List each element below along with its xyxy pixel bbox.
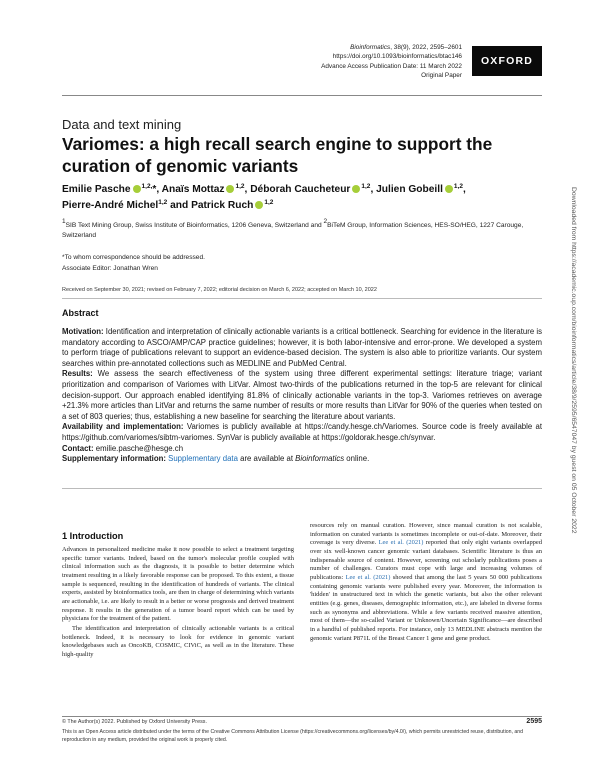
body-text: resources rely on manual curation. However, since manual curation is not scalable, information on curated variants is sometimes incomplete or out-of-date. Moreover, their coverage is very diverse. bbox=[310, 522, 542, 547]
abstract-contact bbox=[62, 444, 542, 455]
copyright-notice: © The Author(s) 2022. Published by Oxford University Press. bbox=[62, 719, 207, 725]
citation-link[interactable]: Lee et al. (2021) bbox=[345, 573, 391, 581]
body-text: reported that only eight variants overlapped over six well-known cancer genomic variant databases. Scientific literature is thus an indispensable source of content. However, screening out scholarly publications poses a number of challenges. Curators must cope with large and increasing volumes of publications: bbox=[310, 539, 542, 581]
journal-meta bbox=[321, 43, 462, 81]
history-divider bbox=[62, 298, 542, 299]
supplementary-text: are available at bbox=[237, 454, 296, 464]
author-name[interactable]: Pierre-André Michel bbox=[62, 199, 159, 211]
availability-label: Availability and implementation: bbox=[62, 422, 184, 432]
affiliations bbox=[62, 218, 542, 241]
author-affiliation-marker: 1,2 bbox=[158, 198, 168, 206]
author-affiliation-marker: 1,2, bbox=[141, 183, 153, 190]
author-affiliation-marker: 1,2 bbox=[235, 183, 245, 190]
doi-link[interactable]: https://doi.org/10.1093/bioinformatics/btac146 bbox=[332, 53, 462, 61]
affiliation-marker: 2 bbox=[323, 218, 328, 225]
section-label: Data and text mining bbox=[62, 117, 182, 132]
body-paragraph: The identification and interpretation of clinically actionable variants is a critical bottleneck. Indeed, it is necessary to look for evidence in genomic variant knowledgebases such as OncoKB, COSMIC, CIViC, as well as in the literature. These high-quality bbox=[62, 624, 294, 658]
author-affiliation-marker: 1,2 bbox=[264, 198, 274, 206]
download-watermark bbox=[568, 187, 580, 577]
author-name[interactable]: Déborah Caucheteur bbox=[250, 184, 351, 195]
abstract-divider bbox=[62, 488, 542, 489]
download-note: Downloaded from https://academic.oup.com/bioinformatics/article/38/9/2595/6547047 by guest on 05 October 2022 bbox=[570, 187, 577, 534]
footer-divider bbox=[62, 716, 542, 717]
orcid-icon[interactable] bbox=[352, 185, 360, 193]
abstract-supplementary bbox=[62, 454, 542, 465]
paper-title: Variomes: a high recall search engine to support the curation of genomic variants bbox=[62, 134, 493, 176]
author-affiliation-marker: 1,2 bbox=[361, 183, 371, 190]
article-type: Original Paper bbox=[421, 72, 462, 80]
author-affiliation-marker: 1,2 bbox=[453, 183, 463, 190]
author-name[interactable]: Emilie Pasche bbox=[62, 184, 131, 195]
journal-citation bbox=[321, 43, 462, 52]
orcid-icon[interactable] bbox=[445, 185, 453, 193]
results-label: Results: bbox=[62, 369, 93, 379]
orcid-icon[interactable] bbox=[255, 201, 263, 209]
orcid-icon[interactable] bbox=[133, 185, 141, 193]
affiliation-text: SIB Text Mining Group, Swiss Institute of Bioinformatics, 1206 Geneva, Switzerland and bbox=[65, 222, 324, 229]
motivation-text: Identification and interpretation of clinically actionable variants is a critical bottleneck. Searching for evidence in the literature is mandatory according to ASCO/AMP/CAP practice guidelines; however, it is both labor-intensive and error-prone. We developed a system to perform triage of publications relevant to support an evidence-based decision. The system is also able to prioritize variants. Our system searches within pre-annotated collections such as MEDLINE and PubMed Central. bbox=[62, 327, 543, 368]
publisher-logo[interactable]: OXFORD bbox=[472, 46, 542, 76]
motivation-label: Motivation: bbox=[62, 327, 104, 336]
affiliation-marker: 1 bbox=[62, 218, 66, 225]
results-text: We assess the search effectiveness of the system using three different experimental settings: literature triage; variant prioritization and comparison of Variomes with LitVar. Almost two-thirds of the publications returned in the top-5 are relevant for clinical decision-support. Our approach enabled identifying 81.8% of clinically actionable variants in the top-3. Variomes retrieves on average +21.3% more articles than LitVar and returns the same number of results or more results than LitVar for 90% of the queries when tested on a set of 803 queries; thus, establishing a new baseline for searching the literature about variants. bbox=[62, 369, 542, 421]
contact-email[interactable]: emilie.pasche@hesge.ch bbox=[95, 443, 184, 453]
introduction-heading: 1 Introduction bbox=[62, 531, 124, 541]
abstract-motivation bbox=[62, 327, 542, 369]
journal-name: Bioinformatics bbox=[350, 44, 391, 51]
supplementary-journal: Bioinformatics bbox=[295, 454, 345, 464]
article-history: Received on September 30, 2021; revised on February 7, 2022; editorial decision on March 6, 2022; accepted on March 10, 2022 bbox=[62, 287, 377, 293]
author-name[interactable]: Anaïs Mottaz bbox=[161, 184, 225, 195]
body-column-right bbox=[310, 522, 542, 643]
supplementary-label: Supplementary information: bbox=[62, 454, 166, 464]
abstract bbox=[62, 308, 542, 465]
orcid-icon[interactable] bbox=[226, 185, 234, 193]
license-notice: This is an Open Access article distributed under the terms of the Creative Commons Attribution License (https://creativecommons.org/licenses/by/4.0/), which permits unrestricted reuse, distribution, and reproduction in any medium, provided the original work is properly cited. bbox=[62, 729, 524, 743]
body-paragraph: Advances in personalized medicine make it now possible to select a treatment targeting specific tumor variants. Indeed, based on the tumor's molecular profile coupled with clinical information such as the diagnosis, it is possible to better determine which treatment resulting in a likely favorable response can be proposed. To this extent, a tissue sample is sequenced, resulting in the identification of hundreds of variants. The clinical experts, assisted by bioinformatics tools, are then in charge of determining which variants are actionable, i.e. are likely to result in a better or worse prognosis and derived treatment response. It results in the generation of a tumor board report which can be used by physicians for the treatment of the patient. bbox=[62, 546, 294, 623]
availability-text: Variomes is publicly available at https://candy.hesge.ch/Variomes. Source code is freely available at https://github.com/variomes/sibtm-variomes. SynVar is publicly available at https://goldorak.hesge.ch/synvar. bbox=[62, 422, 542, 442]
abstract-results bbox=[62, 369, 542, 422]
author-name[interactable]: Julien Gobeill bbox=[376, 184, 443, 195]
citation-link[interactable]: Lee et al. (2021) bbox=[378, 539, 424, 547]
header-divider bbox=[62, 95, 542, 96]
corresponding-author-mark: * bbox=[152, 184, 157, 195]
journal-volume: , 38(9), 2022, 2595–2601 bbox=[390, 44, 462, 51]
author-name[interactable]: Patrick Ruch bbox=[191, 199, 254, 211]
advance-access-date: Advance Access Publication Date: 11 March 2022 bbox=[321, 62, 462, 70]
body-paragraph bbox=[310, 522, 542, 643]
correspondence-note: *To whom correspondence should be addressed. bbox=[62, 254, 205, 261]
supplementary-end: online. bbox=[344, 454, 370, 464]
abstract-availability bbox=[62, 422, 542, 443]
supplementary-data-link[interactable]: Supplementary data bbox=[168, 454, 238, 464]
correspondence-block bbox=[62, 253, 205, 274]
body-column-left bbox=[62, 546, 294, 660]
affiliation-text: BiTeM Group, Information Sciences, HES-SO/HEG, 1227 Carouge, Switzerland bbox=[62, 222, 524, 239]
author-list: Emilie Pasche $^{1,2,}$*, Anaïs Mottaz $^{1,2}$, Déborah Caucheteur $^{1,2}$, Julien Gobeill $^{1,2}$, Pierre-André Michel$^{1,2}$ and Patrick Ruch $^{1,2}$ bbox=[62, 183, 466, 211]
associate-editor: Associate Editor: Jonathan Wren bbox=[62, 264, 158, 272]
abstract-heading: Abstract bbox=[62, 308, 99, 318]
page-number: 2595 bbox=[526, 718, 542, 725]
body-text: showed that among the last 5 years 50 000 publications containing genomic variants were published every year. Moreover, the information is 'hidden' in unstructured text in which the genetic variants, but also the other relevant entities (e.g. genes, diseases, demographic information, etc.), are labeled in diverse forms such as synonyms and abbreviations. While a few variants received massive attention, most of them—the so-called Variant or Unknown/Uncertain Significance—are described in a handful of published reports. For instance, only 13 MEDLINE abstracts mention the genomic variant P871L of the Breast Cancer 1 gene and gene product. bbox=[310, 573, 543, 642]
contact-label: Contact: bbox=[62, 443, 94, 453]
